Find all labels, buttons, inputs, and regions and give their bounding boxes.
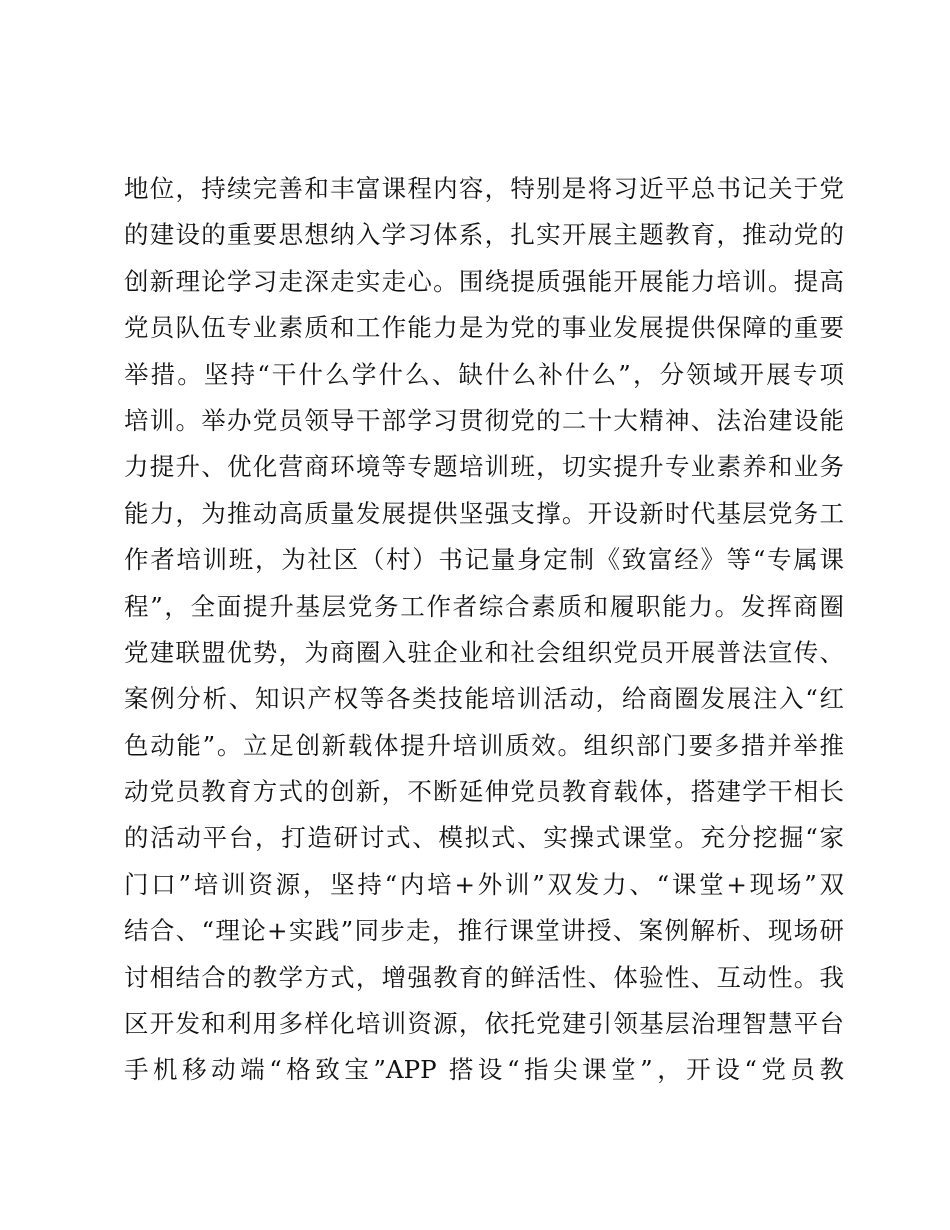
text-line-10: 程”，全面提升基层党务工作者综合素质和履职能力。发挥商圈 xyxy=(124,591,844,621)
text-line-8: 能力，为推动高质量发展提供坚强支撑。开设新时代基层党务工 xyxy=(124,498,844,528)
text-line-5: 举措。坚持“干什么学什么、缺什么补什么”，分领域开展专项 xyxy=(124,359,844,389)
text-line-13: 色动能”。立足创新载体提升培训质效。组织部门要多措并举推 xyxy=(124,730,844,760)
text-line-20: 手机移动端“格致宝”APP 搭设“指尖课堂”，开设“党员教 xyxy=(124,1055,844,1085)
text-line-19: 区开发和利用多样化培训资源，依托党建引领基层治理智慧平台 xyxy=(124,1009,844,1039)
text-line-16: 门口”培训资源，坚持“内培+外训”双发力、“课堂+现场”双 xyxy=(124,869,844,899)
text-line-17: 结合、“理论+实践”同步走，推行课堂讲授、案例解析、现场研 xyxy=(124,916,844,946)
text-line-14: 动党员教育方式的创新，不断延伸党员教育载体，搭建学干相长 xyxy=(124,777,844,807)
text-line-9: 作者培训班，为社区（村）书记量身定制《致富经》等“专属课 xyxy=(124,545,844,575)
text-line-4: 党员队伍专业素质和工作能力是为党的事业发展提供保障的重要 xyxy=(124,313,844,343)
text-line-7: 力提升、优化营商环境等专题培训班，切实提升专业素养和业务 xyxy=(124,452,844,482)
text-line-1: 地位，持续完善和丰富课程内容，特别是将习近平总书记关于党 xyxy=(124,174,844,203)
text-line-12: 案例分析、知识产权等各类技能培训活动，给商圈发展注入“红 xyxy=(124,684,844,714)
text-line-15: 的活动平台，打造研讨式、模拟式、实操式课堂。充分挖掘“家 xyxy=(124,823,844,853)
text-line-2: 的建设的重要思想纳入学习体系，扎实开展主题教育，推动党的 xyxy=(124,220,844,250)
text-line-11: 党建联盟优势，为商圈入驻企业和社会组织党员开展普法宣传、 xyxy=(124,637,844,667)
text-line-3: 创新理论学习走深走实走心。围绕提质强能开展能力培训。提高 xyxy=(124,266,844,296)
text-line-6: 培训。举办党员领导干部学习贯彻党的二十大精神、法治建设能 xyxy=(124,405,844,435)
body-paragraph xyxy=(124,166,844,1094)
text-line-18: 讨相结合的教学方式，增强教育的鲜活性、体验性、互动性。我 xyxy=(124,962,844,992)
